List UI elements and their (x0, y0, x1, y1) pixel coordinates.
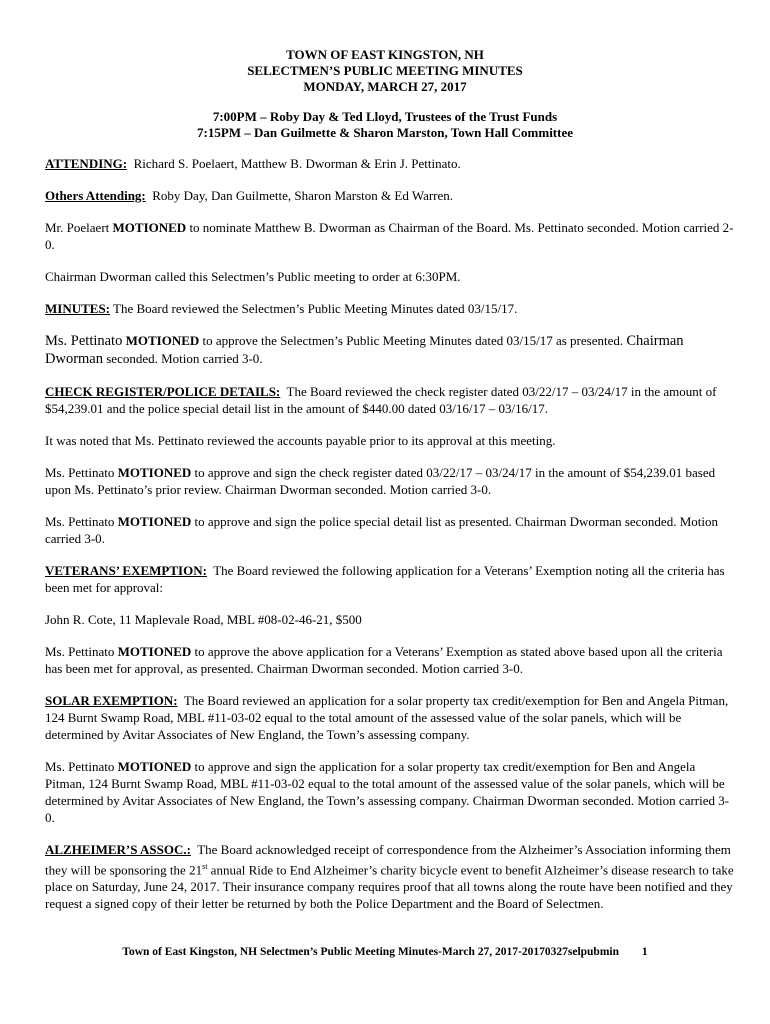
motion-mover: Ms. Pettinato (45, 514, 115, 529)
solar-motion-paragraph (45, 758, 735, 826)
page-number: 1 (641, 946, 648, 958)
veteran-applicant-paragraph: John R. Cote, 11 Maplevale Road, MBL #08-02-46-21, $500 (45, 612, 362, 627)
alzheimers-text-continued: annual Ride to End Alzheimer’s charity bicycle event to benefit Alzheimer’s disease research to take place on Saturday, June 24, 2017. Their insurance company requires proof that all towns along the route have been notified and they request a signed copy of their letter be returned by both the Police Department and the Board of Selectmen. (45, 862, 734, 912)
solar-label: SOLAR EXEMPTION: (45, 693, 178, 708)
town-title: TOWN OF EAST KINGSTON, NH (286, 47, 484, 62)
motioned-keyword: MOTIONED (117, 644, 192, 659)
motion-mover: Ms. Pettinato (45, 465, 115, 480)
others-attending-label: Others Attending: (45, 188, 146, 203)
veterans-label: VETERANS’ EXEMPTION: (45, 563, 207, 578)
document-header (0, 47, 770, 141)
minutes-label: MINUTES: (45, 301, 111, 316)
meeting-date: MONDAY, MARCH 27, 2017 (303, 79, 467, 94)
motion-text: to approve and sign the police special detail list as presented. Chairman Dworman seconded. Motion carried 3-0. (45, 514, 718, 546)
chairman-motion-paragraph (45, 219, 735, 253)
attending-label: ATTENDING: (45, 156, 128, 171)
minutes-text: The Board reviewed the Selectmen’s Public Meeting Minutes dated 03/15/17. (113, 301, 518, 316)
police-motion-paragraph (45, 513, 735, 547)
check-register-text: The Board reviewed the check register dated 03/22/17 – 03/24/17 in the amount of $54,239.01 and the police special detail list in the amount of $440.00 dated 03/16/17 – 03/16/17. (45, 384, 717, 416)
minutes-paragraph (45, 300, 735, 317)
alzheimers-label: ALZHEIMER’S ASSOC.: (45, 842, 191, 857)
motioned-keyword: MOTIONED (117, 759, 192, 774)
motion-mover: Ms. Pettinato (45, 333, 123, 349)
motioned-keyword: MOTIONED (117, 465, 192, 480)
solar-text: The Board reviewed an application for a solar property tax credit/exemption for Ben and Angela Pitman, 124 Burnt Swamp Road, MBL #11-03-02 equal to the total amount of the assessed value of the solar panels, which will be determined by Avitar Associates of New England, the Town’s assessing company. (45, 693, 729, 742)
ordinal-suffix: st (202, 862, 208, 871)
appointment-2: 7:15PM – Dan Guilmette & Sharon Marston, Town Hall Committee (196, 125, 574, 140)
motioned-keyword: MOTIONED (112, 220, 187, 235)
appointment-1: 7:00PM – Roby Day & Ted Lloyd, Trustees of the Trust Funds (212, 109, 558, 124)
others-attending-paragraph (45, 187, 735, 204)
check-register-label: CHECK REGISTER/POLICE DETAILS: (45, 384, 281, 399)
motioned-keyword: MOTIONED (125, 333, 200, 348)
solar-paragraph (45, 692, 735, 743)
motion-mover: Ms. Pettinato (45, 644, 115, 659)
veterans-paragraph (45, 562, 735, 596)
motion-text: to approve and sign the application for a solar property tax credit/exemption for Ben and Angela Pitman, 124 Burnt Swamp Road, MBL #11-03-02 equal to the total amount of the assessed value of the solar panels, which will be determined by Avitar Associates of New England, the Town’s assessing company. Chairman Dworman seconded. Motion carried 3-0. (45, 759, 730, 825)
motion-mover: Mr. Poelaert (45, 220, 110, 235)
minutes-motion-paragraph (45, 332, 735, 368)
call-to-order-paragraph: Chairman Dworman called this Selectmen’s Public meeting to order at 6:30PM. (45, 269, 461, 284)
motioned-keyword: MOTIONED (117, 514, 192, 529)
motion-text: to approve the Selectmen’s Public Meeting Minutes dated 03/15/17 as presented. (202, 333, 624, 348)
motion-text: to approve the above application for a Veterans’ Exemption as stated above based upon all the criteria has been met for approval, as presented. Chairman Dworman seconded. Motion carried 3-0. (45, 644, 723, 676)
minutes-body (45, 155, 735, 927)
alzheimers-paragraph (45, 841, 735, 912)
motion-mover: Ms. Pettinato (45, 759, 115, 774)
attending-paragraph (45, 155, 735, 172)
motion-text: to approve and sign the check register dated 03/22/17 – 03/24/17 in the amount of $54,239.01 based upon Ms. Pettinato’s prior review. Chairman Dworman seconded. Motion carried 3-0. (45, 465, 716, 497)
motion-text: to nominate Matthew B. Dworman as Chairman of the Board. Ms. Pettinato seconded. Motion carried 2-0. (45, 220, 734, 252)
alzheimers-text: The Board acknowledged receipt of correspondence from the Alzheimer’s Association informing them they will be sponsoring the 21 (45, 842, 731, 878)
others-attending-text: Roby Day, Dan Guilmette, Sharon Marston & Ed Warren. (152, 188, 454, 203)
accounts-note-paragraph: It was noted that Ms. Pettinato reviewed the accounts payable prior to its approval at this meeting. (45, 433, 556, 448)
attending-text: Richard S. Poelaert, Matthew B. Dworman & Erin J. Pettinato. (133, 156, 461, 171)
motion-result: seconded. Motion carried 3-0. (106, 351, 263, 366)
veterans-text: The Board reviewed the following application for a Veterans’ Exemption noting all the criteria has been met for approval: (45, 563, 725, 595)
footer-text: Town of East Kingston, NH Selectmen’s Public Meeting Minutes-March 27, 2017-20170327selpubmin (122, 946, 619, 958)
page-footer (0, 946, 770, 958)
check-motion-paragraph (45, 464, 735, 498)
document-title: SELECTMEN’S PUBLIC MEETING MINUTES (247, 63, 523, 78)
check-register-paragraph (45, 383, 735, 417)
veterans-motion-paragraph (45, 643, 735, 677)
motion-seconder: Chairman Dworman (45, 333, 684, 367)
